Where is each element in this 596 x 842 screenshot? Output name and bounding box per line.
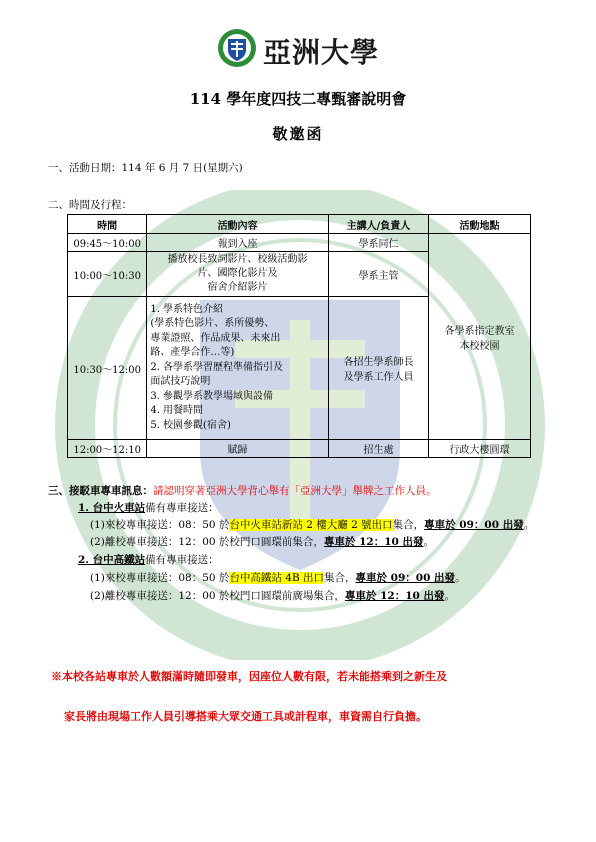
station2-return-departure: 專車於 12：10 出發 <box>344 590 445 602</box>
content-line: 面試技巧說明 <box>150 376 211 388</box>
station2-line2-prefix: (2)離校專車接送：12：00 於校門口圓環前廣場集合， <box>90 590 345 602</box>
content-line: 宿舍介紹影片 <box>207 282 268 293</box>
station2-line2-end: 。 <box>444 590 455 602</box>
row-content: 賦歸 <box>147 440 328 458</box>
table-row <box>68 440 531 458</box>
host-line: 及學系工作人員 <box>343 372 414 383</box>
row-location: 行政大樓圓環 <box>429 440 531 458</box>
row-host <box>328 297 428 440</box>
station1-meeting-point: 台中火車站新站 2 樓大廳 2 號出口 <box>229 519 393 531</box>
station2-line1 <box>90 570 466 585</box>
header-location: 活動地點 <box>429 215 531 234</box>
content-line: (學系特色影片、系所優勢、 <box>150 318 275 330</box>
station1-line1-mid: 集合， <box>392 519 425 531</box>
note-line-1: ※本校各站專車於人數額滿時隨即發車，因座位人數有限，若未能搭乘到之新生及 <box>51 670 447 683</box>
location-line: 本校校園 <box>459 340 500 352</box>
content-line: 1. 學系特色介紹 <box>150 303 224 315</box>
station1-line1-prefix: (1)來校專車接送：08：50 於 <box>90 519 230 531</box>
row-host: 學系主管 <box>328 252 428 297</box>
station1-title <box>78 500 219 515</box>
schedule-table <box>67 214 531 458</box>
row-time: 12:00～12:10 <box>68 440 147 458</box>
station2-line1-prefix: (1)來校專車接送：08：50 於 <box>90 572 230 584</box>
row-content <box>147 252 328 297</box>
document-title: 114 學年度四技二專甄審說明會 <box>189 90 407 108</box>
station2-suffix: 備有專車接送： <box>145 554 219 566</box>
content-line: 4. 用餐時間 <box>150 405 204 417</box>
location-line: 各學系指定教室 <box>444 325 515 337</box>
table-row <box>68 234 531 252</box>
shuttle-warning: 請認明穿著亞洲大學背心舉有「亞洲大學」舉牌之工作人員。 <box>153 485 437 497</box>
content-line: 5. 校園參觀(宿舍) <box>150 419 231 431</box>
content-line: 專業證照、作品成果、未來出 <box>150 332 281 344</box>
university-logo-icon <box>217 28 257 68</box>
table-header-row <box>68 215 531 234</box>
header-time: 時間 <box>68 215 147 234</box>
content-line: 2. 各學系學習歷程準備指引及 <box>150 361 284 373</box>
station1-suffix: 備有專車接送： <box>145 502 219 514</box>
station2-departure: 專車於 09：00 出發 <box>355 572 456 584</box>
station2-title <box>78 552 219 567</box>
content-line: 路、產學合作…等) <box>150 347 235 359</box>
row-content <box>147 297 328 440</box>
content-line: 播放校長致詞影片、校級活動影 <box>167 254 308 265</box>
station1-line2-end: 。 <box>423 536 434 548</box>
station1-return-departure: 專車於 12：10 出發 <box>323 536 424 548</box>
schedule-heading: 二、時間及行程： <box>48 199 132 211</box>
station1-line1-end: 。 <box>523 519 535 531</box>
shuttle-heading: 三、接駁車專車訊息： <box>48 485 153 497</box>
station1-line2 <box>90 534 434 549</box>
station2-line1-mid: 集合， <box>324 572 356 584</box>
station2-meeting-point: 台中高鐵站 4B 出口 <box>229 572 325 584</box>
header <box>0 28 596 72</box>
document-subtitle: 敬邀函 <box>272 125 324 143</box>
header-host: 主講人/負責人 <box>328 215 428 234</box>
note-line-2: 家長將由現場工作人員引導搭乘大眾交通工具或計程車，車資需自行負擔。 <box>64 710 427 723</box>
content-line: 3. 參觀學系教學場域與設備 <box>150 390 274 402</box>
university-name: 亞洲大學 <box>263 36 380 69</box>
station2-name: 2. 台中高鐵站 <box>78 554 146 566</box>
host-line: 各招生學系師長 <box>343 357 414 368</box>
row-host: 學系同仁 <box>328 234 428 252</box>
content-line: 片、國際化影片及 <box>197 268 278 279</box>
activity-date: 一、活動日期：114 年 6 月 7 日(星期六) <box>48 162 243 174</box>
station2-line1-end: 。 <box>455 572 466 584</box>
station1-departure: 專車於 09：00 出發 <box>424 519 524 531</box>
header-content: 活動內容 <box>147 215 328 234</box>
row-time: 09:45～10:00 <box>68 234 147 252</box>
station1-line1 <box>90 517 534 532</box>
station2-line2 <box>90 588 455 603</box>
shuttle-section <box>48 483 437 498</box>
row-time: 10:30～12:00 <box>68 297 147 440</box>
row-host: 招生處 <box>328 440 428 458</box>
row-content: 報到入座 <box>147 234 328 252</box>
row-location <box>429 234 531 440</box>
station1-name: 1. 台中火車站 <box>78 502 146 514</box>
station1-line2-prefix: (2)離校專車接送：12：00 於校門口圓環前集合， <box>90 536 324 548</box>
row-time: 10:00～10:30 <box>68 252 147 297</box>
